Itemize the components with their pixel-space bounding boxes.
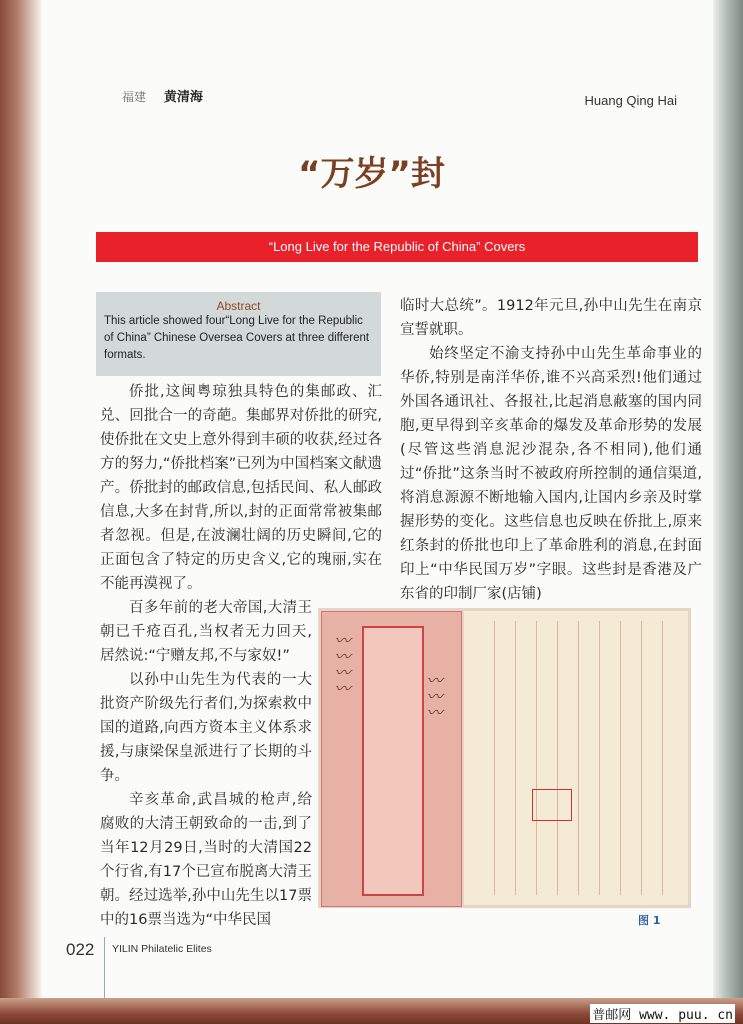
footer-divider xyxy=(104,937,105,1003)
paragraph: 始终坚定不渝支持孙中山先生革命事业的华侨,特别是南洋华侨,谁不兴高采烈!他们通过外国各通讯社、各报社,比起消息蔽塞的国内同胞,更早得到辛亥革命的爆发及革命形势的发展(尽管这些消息泥沙混杂,各不相同),他们通过“侨批”这条当时不被政府所控制的通信渠道,将消息源源不断地输入国内,让国内乡亲及时掌握形势的变化。这些信息也反映在侨批上,原来红条封的侨批也印上了革命胜利的消息,在封面印上“中华民国万岁”字眼。这些封是香港及广东省的印制厂家(店铺) xyxy=(400,346,702,602)
figure-covers-photo xyxy=(318,608,691,908)
watermark: 普邮网 www. puu. cn xyxy=(590,1004,735,1023)
figure-caption: 图 1 xyxy=(638,914,661,927)
magazine-name: YILIN Philatelic Elites xyxy=(112,943,212,955)
author-name-cn: 黄清海 xyxy=(163,90,203,105)
body-column-left-narrow xyxy=(100,596,312,932)
paragraph: 辛亥革命,武昌城的枪声,给腐败的大清王朝致命的一击,到了当年12月29日,当时的大清国22个行省,有17个已宣布脱离大清王朝。经过选举,孙中山先生以17票中的16票当选为“中华民国 xyxy=(100,792,312,928)
abstract-heading: Abstract xyxy=(216,299,261,313)
handwriting: 〰〰〰 xyxy=(424,672,443,720)
red-seal-stamp xyxy=(532,789,572,821)
paragraph: 以孙中山先生为代表的一大批资产阶级先行者们,为探索救中国的道路,向西方资本主义体系求援,与康梁保皇派进行了长期的斗争。 xyxy=(100,672,312,784)
byline-cn xyxy=(122,86,203,105)
author-name-en: Huang Qing Hai xyxy=(584,93,677,108)
paragraph: 临时大总统”。1912年元旦,孙中山先生在南京宣誓就职。 xyxy=(400,298,702,338)
abstract-box xyxy=(96,292,381,376)
article-title: “万岁”封 xyxy=(298,154,445,194)
english-title-banner: “Long Live for the Republic of China” Covers xyxy=(96,232,698,262)
red-label-frame xyxy=(362,626,424,896)
handwriting: 〰〰〰〰 xyxy=(332,632,351,696)
ruled-lines xyxy=(474,621,678,895)
abstract-text: This article showed four“Long Live for the Republic of China” Chinese Oversea Covers at three different formats. xyxy=(104,315,370,361)
red-cover-image xyxy=(321,611,462,907)
letter-cover-image xyxy=(464,611,688,905)
body-column-right xyxy=(400,294,702,606)
page-number: 022 xyxy=(66,940,95,959)
paragraph: 百多年前的老大帝国,大清王朝已千疮百孔,当权者无力回天,居然说:“宁赠友邦,不与家奴!” xyxy=(100,600,312,664)
paragraph: 侨批,这闽粤琼独具特色的集邮政、汇兑、回批合一的奇葩。集邮界对侨批的研究,使侨批在文史上意外得到丰硕的收获,经过各方的努力,“侨批档案”已列为中国档案文献遗产。侨批封的邮政信息,包括民间、私人邮政信息,大多在封背,所以,封的正面常常被集邮者忽视。但是,在波澜壮阔的历史瞬间,它的正面包含了特定的历史含义,它的瑰丽,实在不能再漠视了。 xyxy=(100,384,382,592)
author-region: 福建 xyxy=(122,90,147,104)
